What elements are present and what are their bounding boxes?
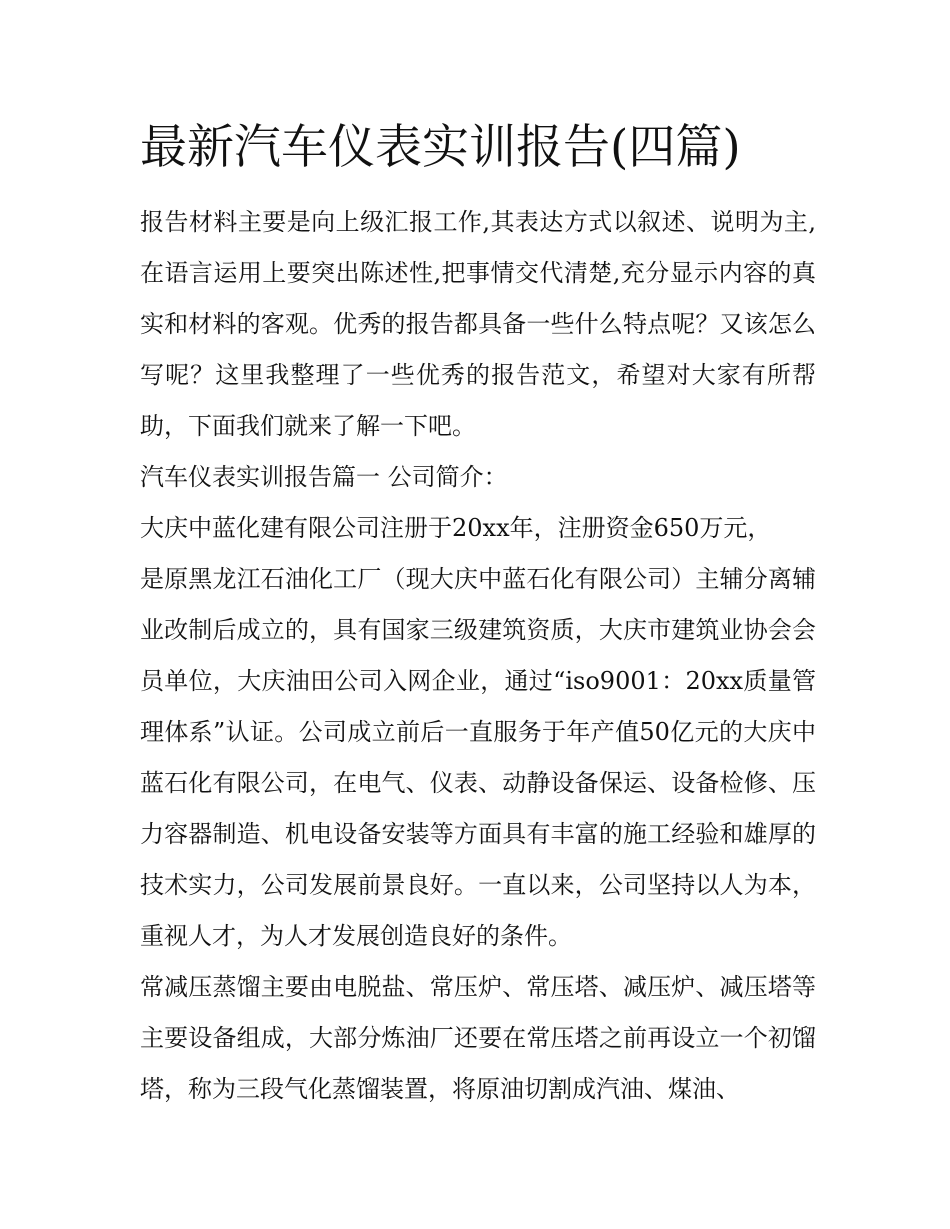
document-body bbox=[140, 197, 816, 1115]
section-heading: 汽车仪表实训报告篇一 公司简介： bbox=[140, 463, 508, 491]
company-registration-paragraph: 大庆中蓝化建有限公司注册于20xx年，注册资金650万元， bbox=[140, 514, 772, 542]
distillation-paragraph: 常减压蒸馏主要由电脱盐、常压炉、常压塔、减压炉、减压塔等主要设备组成，大部分炼油厂还要在常压塔之前再设立一个初馏塔，称为三段气化蒸馏装置，将原油切割成汽油、煤油、 bbox=[140, 973, 816, 1103]
company-description-paragraph: 是原黑龙江石油化工厂（现大庆中蓝石化有限公司）主辅分离辅业改制后成立的，具有国家三级建筑资质，大庆市建筑业协会会员单位，大庆油田公司入网企业，通过“iso9001：20xx质量管理体系”认证。公司成立前后一直服务于年产值50亿元的大庆中蓝石化有限公司，在电气、仪表、动静设备保运、设备检修、压力容器制造、机电设备安装等方面具有丰富的施工经验和雄厚的技术实力，公司发展前景良好。一直以来，公司坚持以人为本，重视人才，为人才发展创造良好的条件。 bbox=[140, 565, 816, 950]
intro-paragraph: 报告材料主要是向上级汇报工作,其表达方式以叙述、说明为主,在语言运用上要突出陈述性,把事情交代清楚,充分显示内容的真实和材料的客观。优秀的报告都具备一些什么特点呢？又该怎么写呢？这里我整理了一些优秀的报告范文，希望对大家有所帮助，下面我们就来了解一下吧。 bbox=[140, 208, 816, 440]
document-title: 最新汽车仪表实训报告(四篇) bbox=[140, 120, 741, 175]
